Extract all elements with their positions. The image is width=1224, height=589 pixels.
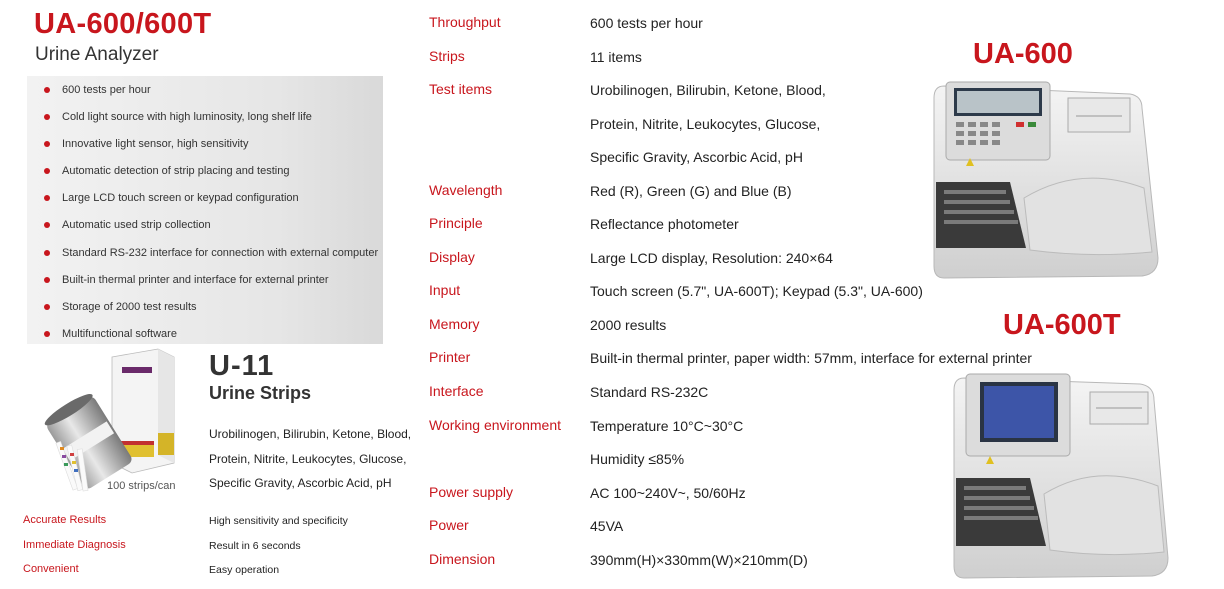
advantage-label: Accurate Results	[23, 514, 107, 526]
spec-value: 390mm(H)×330mm(W)×210mm(D)	[590, 551, 808, 568]
spec-label: Principle	[429, 215, 483, 232]
strip-item-line: Specific Gravity, Ascorbic Acid, pH	[209, 476, 392, 490]
spec-label: Throughput	[429, 14, 501, 30]
strip-test-items	[209, 425, 424, 499]
spec-value: Red (R), Green (G) and Blue (B)	[590, 182, 792, 199]
strips-title: U-11	[209, 350, 275, 382]
ua600-machine-image	[930, 78, 1172, 283]
bullet-icon	[44, 195, 50, 201]
spec-value: 45VA	[590, 518, 624, 535]
spec-label: Working environment	[429, 416, 562, 433]
bullet-icon	[44, 141, 50, 147]
advantage-label: Immediate Diagnosis	[23, 538, 126, 551]
strips-subtitle: Urine Strips	[209, 383, 312, 403]
ua600t-machine-image	[950, 370, 1180, 580]
feature-item: Multifunctional software	[27, 324, 383, 351]
spec-value: Reflectance photometer	[590, 216, 739, 233]
spec-label: Memory	[429, 315, 480, 332]
bullet-icon	[44, 304, 50, 310]
advantage-label: Convenient	[23, 563, 79, 575]
bullet-icon	[44, 250, 50, 256]
feature-item: Built-in thermal printer and interface for external printer	[27, 270, 383, 297]
feature-item: Standard RS-232 interface for connection with external computer	[27, 243, 383, 270]
spec-value: AC 100~240V~, 50/60Hz	[590, 484, 746, 501]
strip-item-line: Protein, Nitrite, Leukocytes, Glucose,	[209, 451, 407, 466]
bullet-icon	[44, 168, 50, 174]
spec-value: Protein, Nitrite, Leukocytes, Glucose,	[590, 115, 821, 132]
spec-value: Built-in thermal printer, paper width: 57mm, interface for external printer	[590, 350, 1032, 367]
spec-label: Input	[429, 282, 461, 299]
bullet-icon	[44, 87, 50, 93]
model-label-ua600: UA-600	[973, 38, 1073, 70]
feature-panel	[27, 76, 383, 344]
bullet-icon	[44, 114, 50, 120]
feature-item: Automatic detection of strip placing and testing	[27, 161, 383, 188]
bullet-icon	[44, 277, 50, 283]
spec-label: Printer	[429, 349, 471, 366]
spec-value: 2000 results	[590, 316, 667, 333]
advantage-detail: Easy operation	[209, 564, 280, 576]
spec-label: Display	[429, 248, 475, 265]
spec-value: Standard RS-232C	[590, 384, 709, 401]
strip-item-line: Urobilinogen, Bilirubin, Ketone, Blood,	[209, 427, 412, 441]
product-subtitle: Urine Analyzer	[35, 44, 159, 65]
spec-label: Power	[429, 517, 469, 534]
spec-label: Strips	[429, 47, 465, 64]
feature-item: Storage of 2000 test results	[27, 297, 383, 324]
advantage-detail: Result in 6 seconds	[209, 539, 301, 552]
spec-value: Humidity ≤85%	[590, 451, 685, 468]
spec-label: Test items	[429, 81, 493, 98]
feature-item: Cold light source with high luminosity, long shelf life	[27, 107, 383, 134]
spec-label: Interface	[429, 383, 484, 400]
advantage-details	[209, 515, 348, 589]
feature-item: Innovative light sensor, high sensitivity	[27, 134, 383, 161]
spec-value: Urobilinogen, Bilirubin, Ketone, Blood,	[590, 82, 826, 99]
advantages-list	[23, 514, 126, 588]
feature-item: Large LCD touch screen or keypad configuration	[27, 188, 383, 215]
strip-can-image	[40, 345, 190, 495]
advantage-detail: High sensitivity and specificity	[209, 515, 348, 527]
feature-item: 600 tests per hour	[27, 80, 383, 107]
model-label-ua600t: UA-600T	[1003, 309, 1121, 341]
strip-caption: 100 strips/can	[107, 480, 176, 492]
spec-value: Specific Gravity, Ascorbic Acid, pH	[590, 149, 803, 166]
bullet-icon	[44, 222, 50, 228]
feature-item: Automatic used strip collection	[27, 215, 383, 242]
spec-value: Touch screen (5.7", UA-600T); Keypad (5.3", UA-600)	[590, 283, 923, 300]
spec-label: Power supply	[429, 483, 514, 500]
spec-label: Dimension	[429, 550, 496, 567]
spec-value: 600 tests per hour	[590, 15, 703, 31]
bullet-icon	[44, 331, 50, 337]
spec-label: Wavelength	[429, 181, 503, 198]
feature-list	[27, 80, 383, 351]
spec-value: Temperature 10°C~30°C	[590, 417, 744, 434]
spec-value: Large LCD display, Resolution: 240×64	[590, 249, 833, 266]
spec-value: 11 items	[590, 48, 642, 65]
product-title: UA-600/600T	[34, 8, 212, 40]
